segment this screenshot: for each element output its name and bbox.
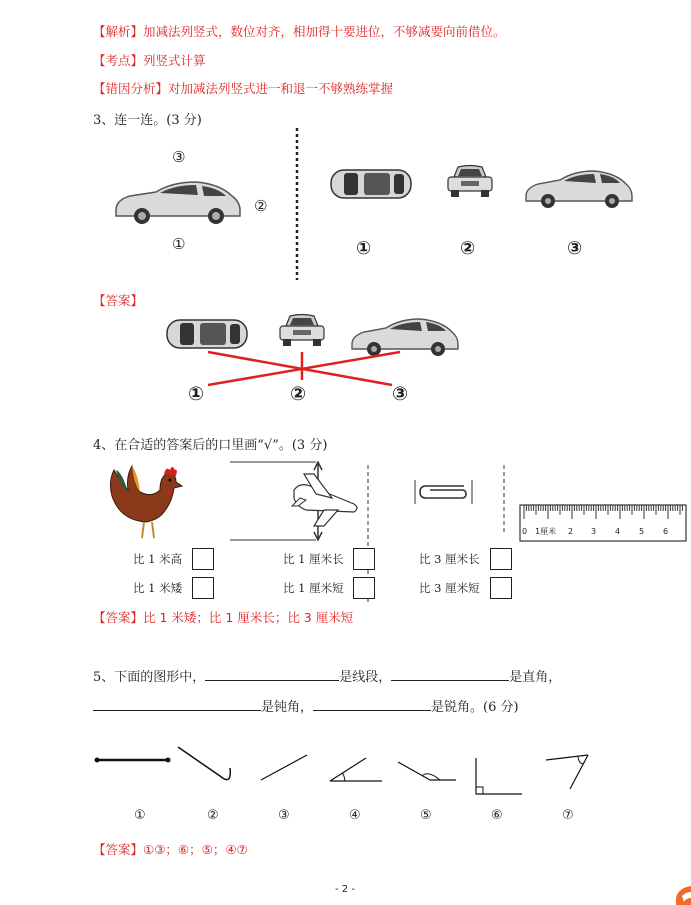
rooster-opt2-label: 比 1 米矮 [133, 581, 183, 595]
key-point-tag: 【考点】 [93, 53, 144, 68]
q5-answer-text: ①③；⑥；⑤；④⑦ [143, 842, 248, 857]
q5-line2-b: 是钝角， [261, 700, 314, 715]
figure-5-obtuse-angle [398, 762, 456, 780]
answer-label-3: ③ [392, 383, 409, 405]
figure-label-5: ⑤ [420, 808, 432, 823]
q5-answer-line [93, 840, 248, 858]
error-analysis-text: 对加减法列竖式进一和退一不够熟练掌握 [168, 81, 394, 96]
figure-label-4: ④ [349, 808, 361, 823]
q3-option-1: ① [356, 238, 372, 259]
ruler-label-2: 2 [568, 527, 574, 536]
answer-label-1: ① [188, 383, 205, 405]
q3-answer-tag: 【答案】 [93, 293, 144, 308]
q4-title: 4、在合适的答案后的口里画“√”。(3 分) [93, 438, 328, 453]
plane-opt1-label: 比 1 厘米长 [283, 552, 344, 566]
error-analysis-tag: 【错因分析】 [93, 81, 169, 96]
ruler-label-0: 0 [522, 527, 528, 536]
q5-line1-b: 是线段， [339, 670, 392, 685]
clip-opt2-label: 比 3 厘米短 [419, 581, 480, 595]
q3-bottom-label: ① [172, 235, 186, 253]
figure-label-3: ③ [278, 808, 290, 823]
plane-opt2-label: 比 1 厘米短 [283, 581, 344, 595]
page-number: - 2 - [335, 884, 355, 895]
figure-7-acute-angle [546, 755, 588, 789]
answer-label-2: ② [290, 383, 307, 405]
ruler-label-5: 5 [639, 527, 645, 536]
key-point-text: 列竖式计算 [143, 53, 206, 68]
analysis-text: 加减法列竖式，数位对齐，相加得十要进位，不够减要向前借位。 [143, 24, 506, 39]
clip-opt1-label: 比 3 厘米长 [419, 552, 480, 566]
q5-line1-c: 是直角， [509, 670, 562, 685]
analysis-tag: 【解析】 [93, 24, 144, 39]
figure-6-right-angle [476, 758, 522, 794]
figure-label-6: ⑥ [491, 808, 503, 823]
q5-line2-c: 是锐角。(6 分) [431, 700, 519, 715]
ruler-label-1: 1厘米 [535, 527, 557, 536]
rooster-opt1-label: 比 1 米高 [133, 552, 183, 566]
ruler-label-4: 4 [615, 527, 621, 536]
q5-line1-a: 5、下面的图形中， [93, 670, 206, 685]
figure-4-acute-angle [330, 758, 382, 781]
figure-2-curve [178, 747, 230, 780]
ruler-label-3: 3 [591, 527, 597, 536]
figure-3-segment [261, 755, 307, 780]
figure-label-7: ⑦ [562, 808, 574, 823]
q3-title: 3、连一连。(3 分) [93, 113, 202, 128]
q4-answer-tag: 【答案】 [93, 610, 144, 625]
ruler-label-6: 6 [663, 527, 669, 536]
q5-answer-tag: 【答案】 [93, 842, 144, 857]
q3-top-label: ③ [172, 148, 186, 166]
q4-answer-text: 比 1 米矮；比 1 厘米长；比 3 厘米短 [143, 610, 354, 625]
q3-right-label: ② [254, 197, 268, 215]
q3-option-3: ③ [567, 238, 583, 259]
figure-label-1: ① [134, 808, 146, 823]
figure-1-segment [95, 758, 171, 763]
logo-icon [674, 886, 691, 905]
q3-option-2: ② [460, 238, 476, 259]
figure-label-2: ② [207, 808, 219, 823]
